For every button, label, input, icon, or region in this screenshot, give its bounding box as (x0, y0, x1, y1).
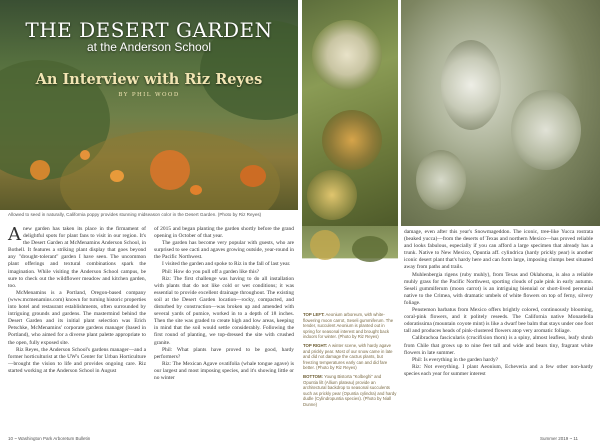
body-column-1 (8, 226, 146, 375)
article-byline: BY PHIL WOOD (118, 92, 180, 98)
drop-cap: A (8, 224, 21, 245)
paragraph: McMenamins is a Portland, Oregon-based company (www.mcmenamins.com) known for turning historic properties into hotel and restaurant establishments, often surrounded by intriguing grounds and gardens. The mastermind behind the Desert Garden and its initial plant selection was Erich Petschke, McMenamins' corporate gardens manager (based in Portland), who aimed for a diverse plant palette appropriate to the open, fully exposed site. (8, 289, 146, 346)
paragraph: Muhlenbergia rigens (ruby muhly), from Texas and Oklahoma, is also a reliable muhly grass for the Pacific Northwest, sporting clouds of pale pink in early autumn. Seseli gummiferum (moon carrot) is an intriguing biennial or short-lived perennial native to the Crimea, with dramatic umbels of white flowers on top of ferny, silvery foliage. (404, 271, 593, 306)
caption-top-left: TOP LEFT: Aeonium arboreum, with white-flowering moon carrot, Seseli gummiferum. The tender, succulent Aeonium is planted out in spring for seasonal interest and brought back indoors for winter. (Photo by Riz Reyes) (303, 312, 394, 340)
body-column-3 (404, 229, 593, 378)
paragraph: of 2015 and began planting the garden shortly before the grand opening in October of that year. (154, 226, 294, 240)
caption-top-right: TOP RIGHT: A winter scene, with hardy agave and prickly pear. Most of our snow came in late and did not damage the cactus plants, but freezing temperatures early can and did fare better. (Photo by Riz Reyes) (303, 342, 393, 371)
photo-winter-scene (401, 0, 600, 226)
hero-caption: Allowed to seed in naturally, California poppy provides stunning midseason color in the Desert Garden. (Photo by Riz Reyes) (8, 212, 262, 217)
photo-aeonium (302, 0, 398, 226)
body-column-2 (154, 226, 294, 382)
folio-right: Summer 2019 ~ 11 (540, 436, 579, 441)
paragraph: The garden has become very popular with guests, who are surprised to see cacti and agaves growing outside, year-round in the Pacific Northwest. (154, 240, 294, 261)
paragraph: Riz Reyes, the Anderson School's gardens manager—and a former horticulturist at the UW's Center for Urban Horticulture—brought the vision to life and provides ongoing care. Riz started working at the Anderson School in August (8, 346, 146, 374)
article-headline: An Interview with Riz Reyes (35, 71, 263, 88)
photo-captions (303, 312, 397, 408)
interview-question: Phil: Is everything in the garden hardy? (412, 356, 499, 363)
hero-photo (0, 0, 298, 210)
paragraph: I visited the garden and spoke to Riz in the fall of last year. (162, 261, 291, 268)
interview-answer: Riz: The Mexican Agave ovatifolia (whale tongue agave) is our largest and most imposing species, and it's showing little or no winter (154, 360, 294, 381)
paragraph: Calibrachoa fascicularis (crucifixion thorn) is a spiny, almost leafless, leafy shrub from Chile that grows up to nine feet tall and wide and bears tiny, fragrant white flowers in late summer. (404, 335, 593, 356)
interview-question: Phil: How do you pull off a garden like this? (162, 268, 260, 275)
caption-bottom: BOTTOM: Young Bistorta "Kolbeghi" and Opuntia lilt (Allium plateau) provide an architectural backdrop to seasonal succulents such as prickly pear (Opuntia cylindra) and hardy dudle (Cylindropuntia species). (Photo by Niall Dunne) (303, 373, 397, 407)
article-title: THE DESERT GARDEN (25, 18, 273, 42)
folio-left: 10 ~ Washington Park Arboretum Bulletin (8, 436, 91, 441)
article-subtitle: at the Anderson School (86, 40, 212, 54)
interview-answer: Riz: The first challenge was having to do all installation with plants that do not like cold or wet conditions; it was essential to provide excellent drainage throughout. The existing soil at the Desert Garden location—rocky, compacted, and disturbed by construction—was broken up and amended with several yards of pumice, worked in to a depth of 18 inches. Then the site was graded to create high and low areas, keeping in mind that the soil would settle considerably. Following the first round of planting, we top-dressed the site with crushed granite. (154, 275, 294, 346)
paragraph: damage, even after this year's Snowmageddon. The iconic, tree-like Yucca rostrata (beaked yucca)—from the deserts of Texas and northern Mexico—has proved reliable and looks fabulous, especially if you can afford a large specimen that already has a trunk. Native to New Mexico, Opuntia aff. cylindrica (hardy prickly pear) is another iconic desert plant that's hardy here and can form large, imposing clumps best situated away from paths and trails. (404, 229, 593, 271)
paragraph: Penstemon barbatus from Mexico offers brightly colored, continuously blooming, coral-pink flowers, and it politely reseeds. The California native Monardella odoratissima (mountain coyote mint) is like a dwarf bee balm that stays under one foot tall and produces heads of pink-clustered flowers atop very aromatic foliage. (404, 307, 593, 335)
paragraph: Anew garden has taken its place in the firmament of delightful spots for plant fans to visit in our region. It's the Desert Garden at McMenamins Anderson School, in Bothell. It features a striking plant display that goes beyond any "drought-tolerant" garden I have seen. The uncommon plant offerings and textural combinations spark the imagination. While visiting the Anderson School campus, be sure to check out the wildflower meadow and kitchen garden, too. (8, 224, 146, 289)
interview-answer: Riz: Not everything. I plant Aeonium, Echeveria and a few other non-hardy species each year for summer interest (404, 363, 593, 377)
photo-bottom-strip (302, 226, 398, 306)
interview-question: Phil: What plants have proved to be good, hardy performers? (154, 346, 294, 360)
